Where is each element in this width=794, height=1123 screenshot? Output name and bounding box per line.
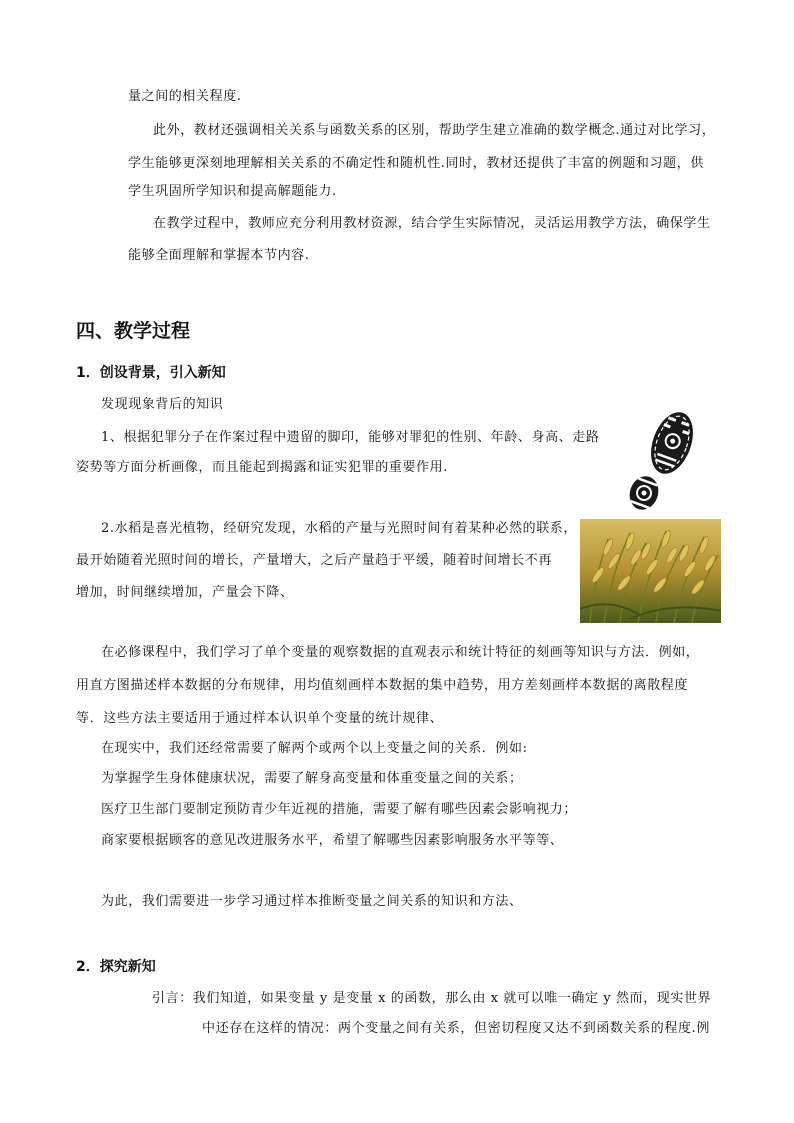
footprint-icon <box>622 405 702 515</box>
intro-line-3: 学生能够更深刻地理解相关关系的不确定性和随机性.同时，教材还提供了丰富的例题和习题，供 <box>128 156 704 171</box>
subsection-heading-2: 2．探究新知 <box>76 959 156 975</box>
intro-line-6: 能够全面理解和掌握本节内容. <box>128 248 310 263</box>
sub1-ex2-line-1: 2.水稻是喜光植物，经研究发现，水稻的产量与光照时间有着某种必然的联系， <box>101 521 578 536</box>
sub1-ex2-line-2: 最开始随着光照时间的增长，产量增大，之后产量趋于平缓，随着时间增长不再 <box>76 553 553 568</box>
sub1-ex1-line-1: 1、根据犯罪分子在作案过程中遗留的脚印，能够对罪犯的性别、年龄、身高、走路 <box>101 430 600 445</box>
para-line-2: 用直方图描述样本数据的分布规律，用均值刻画样本数据的集中趋势，用方差刻画样本数据的离散程度 <box>76 678 689 693</box>
intro-line-1: 量之间的相关程度. <box>128 89 242 104</box>
sub2-line-1: 引言：我们知道，如果变量 y 是变量 x 的函数，那么由 x 就可以唯一确定 y 然而，现实世界 <box>152 991 712 1006</box>
para-line-4: 在现实中，我们还经常需要了解两个或两个以上变量之间的关系．例如: <box>101 741 528 756</box>
intro-line-2: 此外，教材还强调相关关系与函数关系的区别，帮助学生建立准确的数学概念.通过对比学习， <box>153 123 716 138</box>
para-line-6: 医疗卫生部门要制定预防青少年近视的措施，需要了解有哪些因素会影响视力； <box>101 802 578 817</box>
para-line-5: 为掌握学生身体健康状况，需要了解身高变量和体重变量之间的关系； <box>101 771 523 786</box>
sub2-line-2: 中还存在这样的情况：两个变量之间有关系，但密切程度又达不到函数关系的程度.例 <box>202 1021 710 1036</box>
subsection-heading-1: 1．创设背景，引入新知 <box>76 365 226 381</box>
footprint-image <box>622 405 702 515</box>
sub1-lead: 发现现象背后的知识 <box>101 397 224 412</box>
sub1-ex2-line-3: 增加，时间继续增加，产量会下降、 <box>76 585 294 600</box>
intro-line-4: 学生巩固所学知识和提高解题能力. <box>128 184 337 199</box>
para-line-3: 等．这些方法主要适用于通过样本认识单个变量的统计规律、 <box>76 711 444 726</box>
para-line-1: 在必修课程中，我们学习了单个变量的观察数据的直观表示和统计特征的刻画等知识与方法．例如， <box>101 645 700 660</box>
sub1-ex1-line-2: 姿势等方面分析画像，而且能起到揭露和证实犯罪的重要作用. <box>76 460 448 475</box>
intro-line-5: 在教学过程中，教师应充分利用教材资源，结合学生实际情况，灵活运用教学方法，确保学生 <box>153 216 711 231</box>
section-heading-teaching-process: 四、教学过程 <box>76 320 191 342</box>
rice-plant-icon <box>580 519 721 623</box>
rice-field-image <box>580 519 721 623</box>
para-line-7: 商家要根据顾客的意见改进服务水平，希望了解哪些因素影响服务水平等等、 <box>101 833 564 848</box>
para-line-8: 为此，我们需要进一步学习通过样本推断变量之间关系的知识和方法、 <box>101 894 523 909</box>
